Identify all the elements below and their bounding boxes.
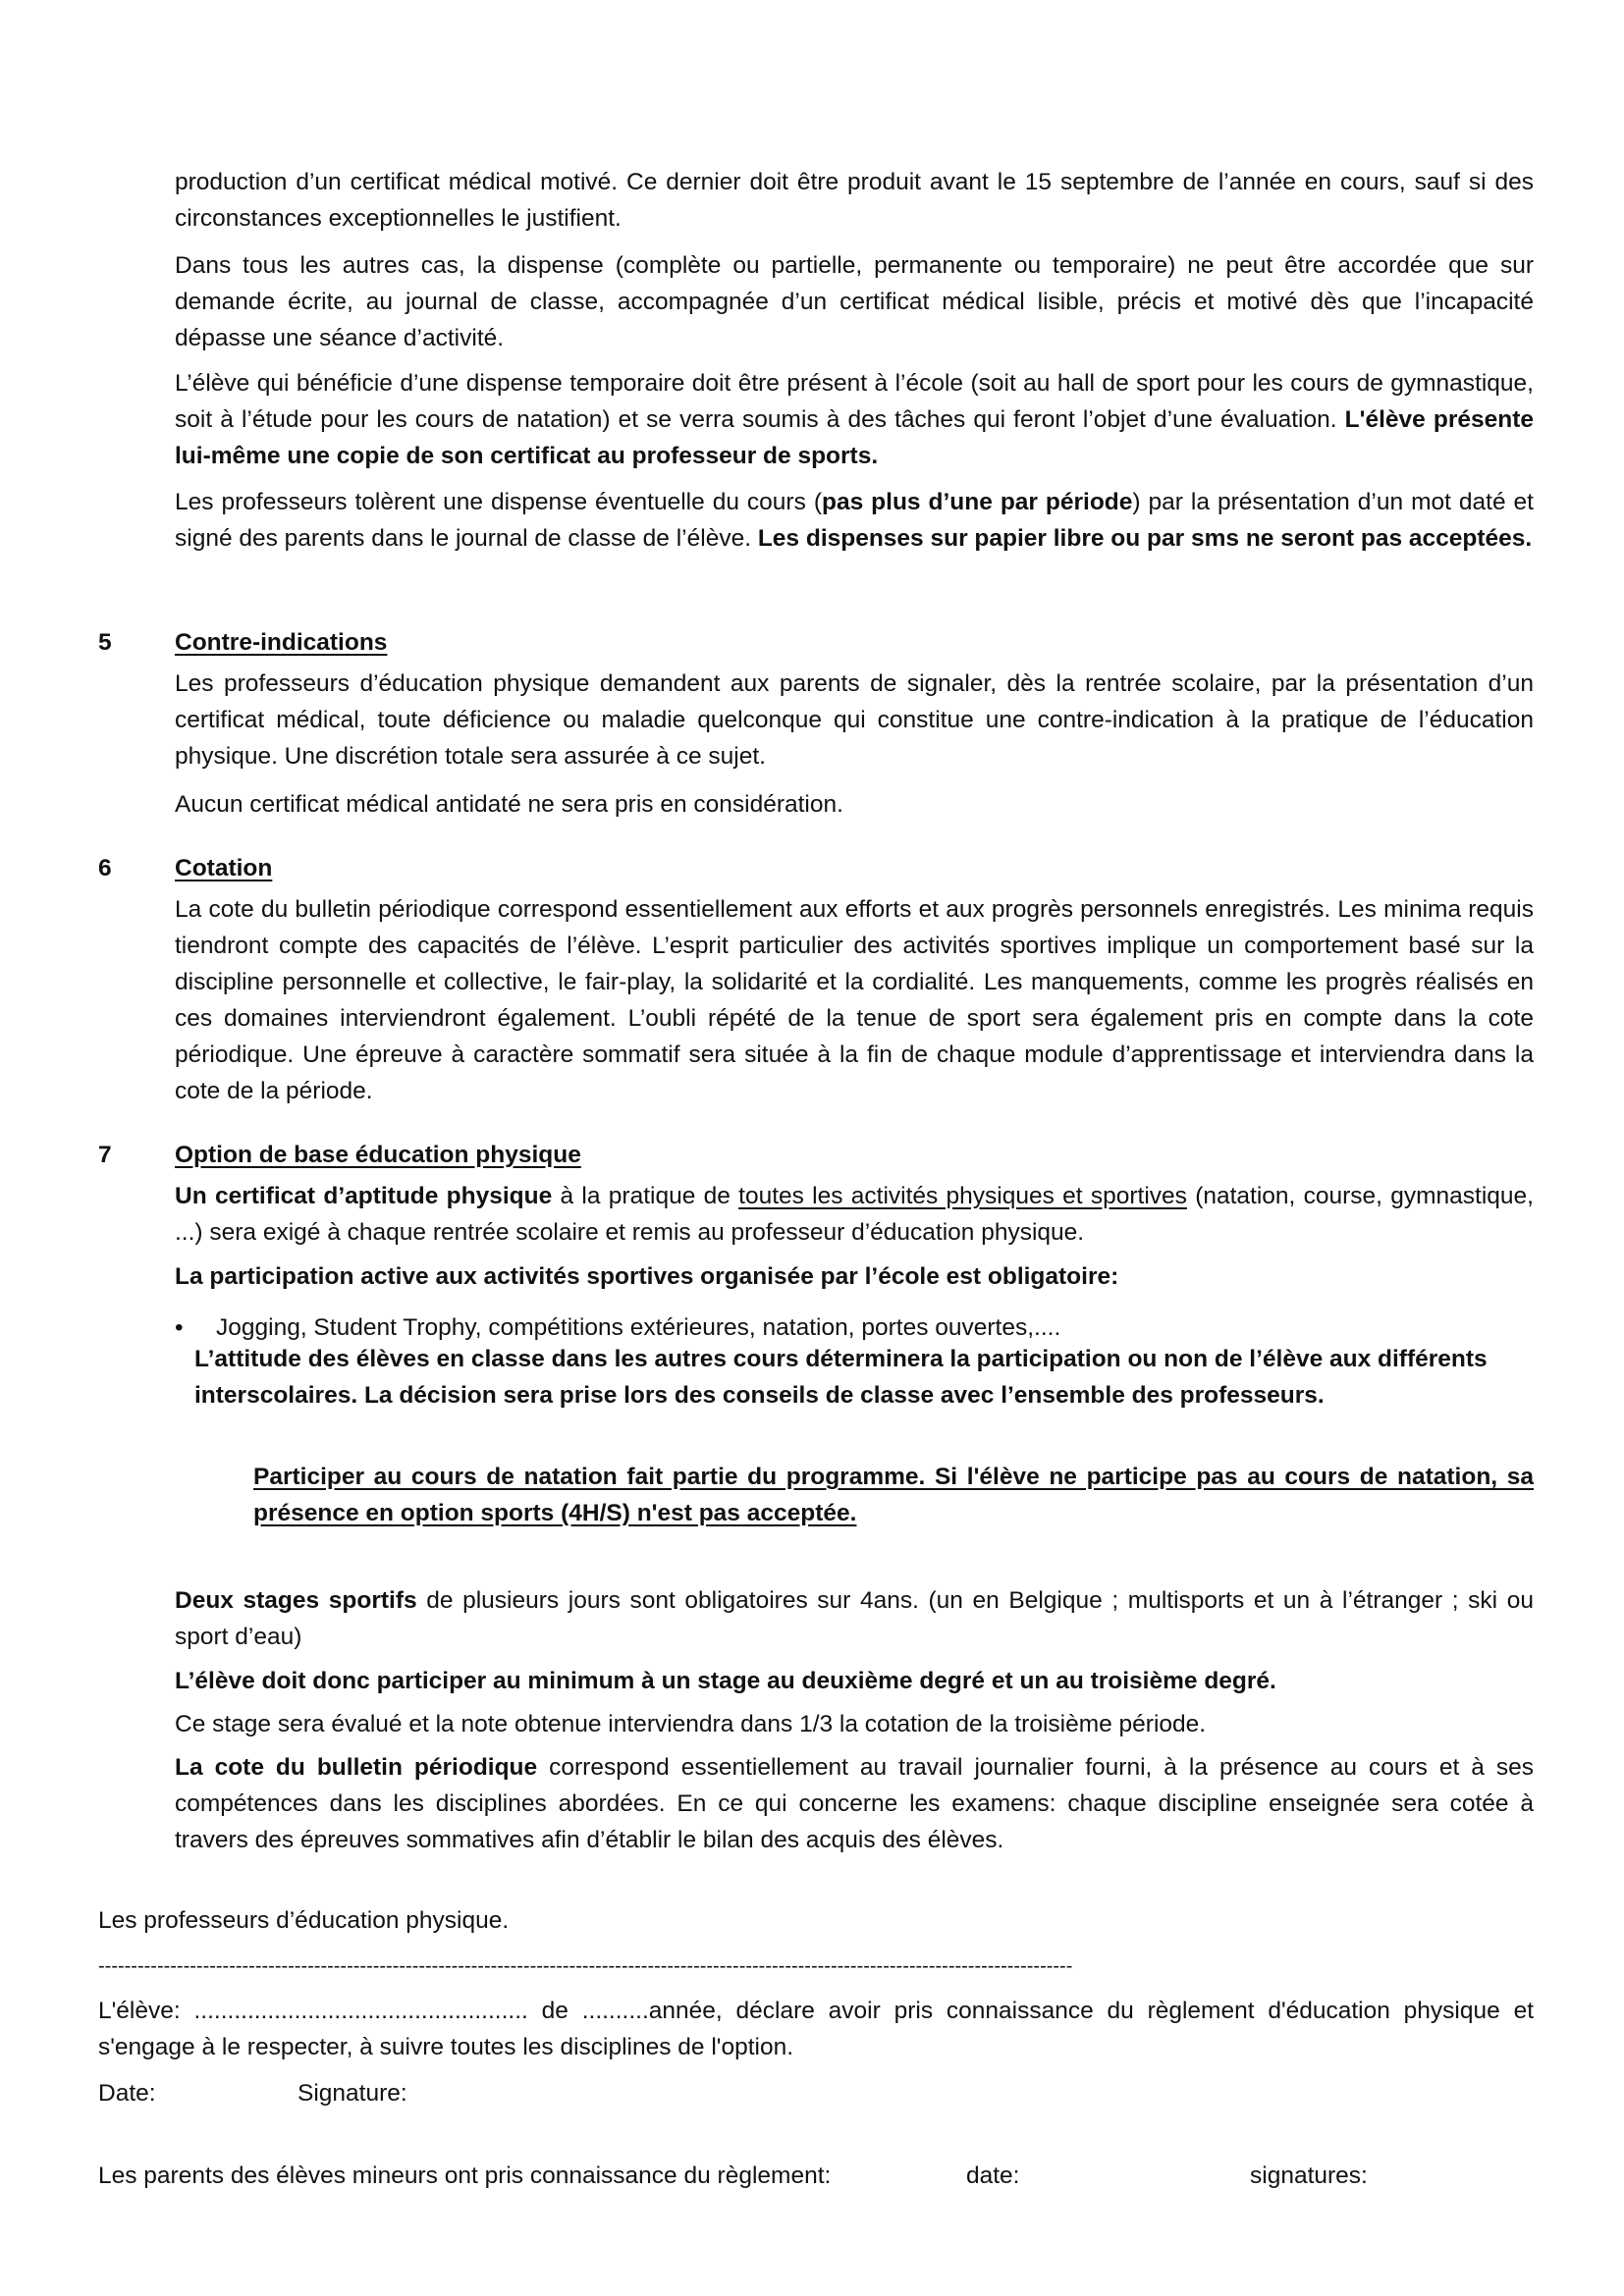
section-6-paragraph-1: La cote du bulletin périodique correspond essentiellement aux efforts et aux progrès personnels enregistrés. Les minima requis tiendront compte des capacités de l’élève. L’esprit particulier des activités sportives implique un comportement basé sur la discipline personnelle et collective, le fair-play, la solidarité et la cordialité. Les manquements, comme les progrès réalisés en ces domaines interviendront également. L’oubli répété de la tenue de sport sera également pris en compte dans la cote périodique. Une épreuve à caractère sommatif sera située à la fin de chaque module d’apprentissage et interviendra dans la cote de la période. (175, 896, 1534, 1104)
intro-paragraph-2: Dans tous les autres cas, la dispense (complète ou partielle, permanente ou temporaire) ne peut être accordée que sur demande écrite, au journal de classe, accompagnée d’un certificat médical lisible, précis et motivé dès que l’incapacité dépasse une séance d’activité. (175, 252, 1534, 351)
section-7-paragraph-8 (175, 1749, 1534, 1858)
intro-paragraph-4-bold-b: Les dispenses sur papier libre ou par sms ne seront pas acceptées. (757, 525, 1533, 552)
student-declaration: L'élève: .................................................. de ..........année, déclare avoir pris connaissance du règlement d'éducation physique et s'engage à le respecter, à suivre toutes les disciplines de l'option. (98, 1998, 1534, 2060)
section-7-paragraph-7: Ce stage sera évalué et la note obtenue interviendra dans 1/3 la cotation de la troisième période. (175, 1711, 1207, 1737)
date-label: Date: (98, 2080, 156, 2107)
section-6-number: 6 (98, 855, 112, 881)
intro-paragraph-3 (175, 365, 1534, 474)
section-7-paragraph-5 (175, 1582, 1534, 1655)
signoff: Les professeurs d’éducation physique. (98, 1907, 510, 1934)
section-7-paragraph-1-underline: toutes les activités physiques et sportives (738, 1183, 1187, 1209)
section-7-paragraph-3-bold: L’attitude des élèves en classe dans les autres cours déterminera la participation ou non de l’élève aux différents interscolaires. La décision sera prise lors des conseils de classe avec l’ensemble des professeurs. (194, 1346, 1488, 1409)
bullet-icon: • (175, 1314, 184, 1341)
section-7-paragraph-5-bold: Deux stages sportifs (175, 1587, 417, 1614)
intro-paragraph-4 (175, 484, 1534, 557)
section-7-paragraph-2 (175, 1258, 1534, 1295)
section-7-paragraph-1 (175, 1178, 1534, 1251)
section-7-paragraph-8-bold: La cote du bulletin périodique (175, 1754, 538, 1781)
section-7-paragraph-6 (175, 1663, 1534, 1699)
section-6-title: Cotation (175, 855, 273, 881)
section-7-swimming-notice-text: Participer au cours de natation fait partie du programme. Si l'élève ne participe pas au cours de natation, sa présence en option sports (4H/S) n'est pas acceptée. (253, 1464, 1534, 1526)
section-7-title: Option de base éducation physique (175, 1142, 581, 1168)
parents-date-label: date: (966, 2163, 1020, 2189)
section-5-paragraph-1: Les professeurs d’éducation physique demandent aux parents de signaler, dès la rentrée scolaire, par la présentation d’un certificat médical, toute déficience ou maladie quelconque qui constitue une contre-indication à la pratique de l’éducation physique. Une discrétion totale sera assurée à ce sujet. (175, 670, 1534, 770)
intro-paragraph-4-text-b: ) par la présentation d’un mot daté et signé des parents dans le journal de classe de l’élève. (175, 489, 1534, 552)
parents-signatures-label: signatures: (1250, 2163, 1368, 2189)
section-7-paragraph-3 (194, 1341, 1534, 1414)
intro-paragraph-3-bold: L'élève présente lui-même une copie de son certificat au professeur de sports. (175, 406, 1535, 469)
section-7-paragraph-8-text: correspond essentiellement au travail journalier fourni, à la présence au cours et à ses compétences dans les disciplines abordées. En ce qui concerne les examens: chaque discipline enseignée sera cotée à travers des épreuves sommatives afin d’établir le bilan des acquis des élèves. (175, 1754, 1534, 1853)
intro-paragraph-4-bold-a: pas plus d’une par période (821, 489, 1133, 515)
section-7-paragraph-2-bold: La participation active aux activités sportives organisée par l’école est obligatoire: (175, 1263, 1119, 1290)
section-7-paragraph-6-bold: L’élève doit donc participer au minimum à un stage au deuxième degré et un au troisième degré. (175, 1668, 1276, 1694)
section-7-paragraph-5-text: de plusieurs jours sont obligatoires sur 4ans. (un en Belgique ; multisports et un à l’étranger ; ski ou sport d’eau) (175, 1587, 1534, 1650)
section-5-paragraph-2: Aucun certificat médical antidaté ne sera pris en considération. (175, 791, 843, 818)
section-7-paragraph-1-text-a: à la pratique de (552, 1183, 739, 1209)
separator-line: ----------------------------------------------------------------------------------------------------------------------------------------------------- (98, 1956, 1073, 1976)
intro-paragraph-3-text: L’élève qui bénéficie d’une dispense temporaire doit être présent à l’école (soit au hall de sport pour les cours de gymnastique, soit à l’étude pour les cours de natation) et se verra soumis à des tâches qui feront l’objet d’une évaluation. (175, 370, 1534, 433)
parents-label: Les parents des élèves mineurs ont pris connaissance du règlement: (98, 2163, 832, 2189)
section-5-title: Contre-indications (175, 629, 388, 656)
section-5-number: 5 (98, 629, 112, 656)
bullet-item-activities: Jogging, Student Trophy, compétitions extérieures, natation, portes ouvertes,.... (216, 1314, 1061, 1341)
signature-label: Signature: (298, 2080, 407, 2107)
section-7-paragraph-1-bold: Un certificat d’aptitude physique (175, 1183, 553, 1209)
section-7-number: 7 (98, 1142, 112, 1168)
section-7-swimming-notice (253, 1459, 1534, 1531)
intro-paragraph-4-text-a: Les professeurs tolèrent une dispense éventuelle du cours ( (175, 489, 822, 515)
intro-paragraph-1: production d’un certificat médical motivé. Ce dernier doit être produit avant le 15 septembre de l’année en cours, sauf si des circonstances exceptionnelles le justifient. (175, 169, 1534, 232)
section-7-paragraph-1-text-b: (natation, course, gymnastique, ...) sera exigé à chaque rentrée scolaire et remis au professeur d’éducation physique. (175, 1183, 1534, 1246)
